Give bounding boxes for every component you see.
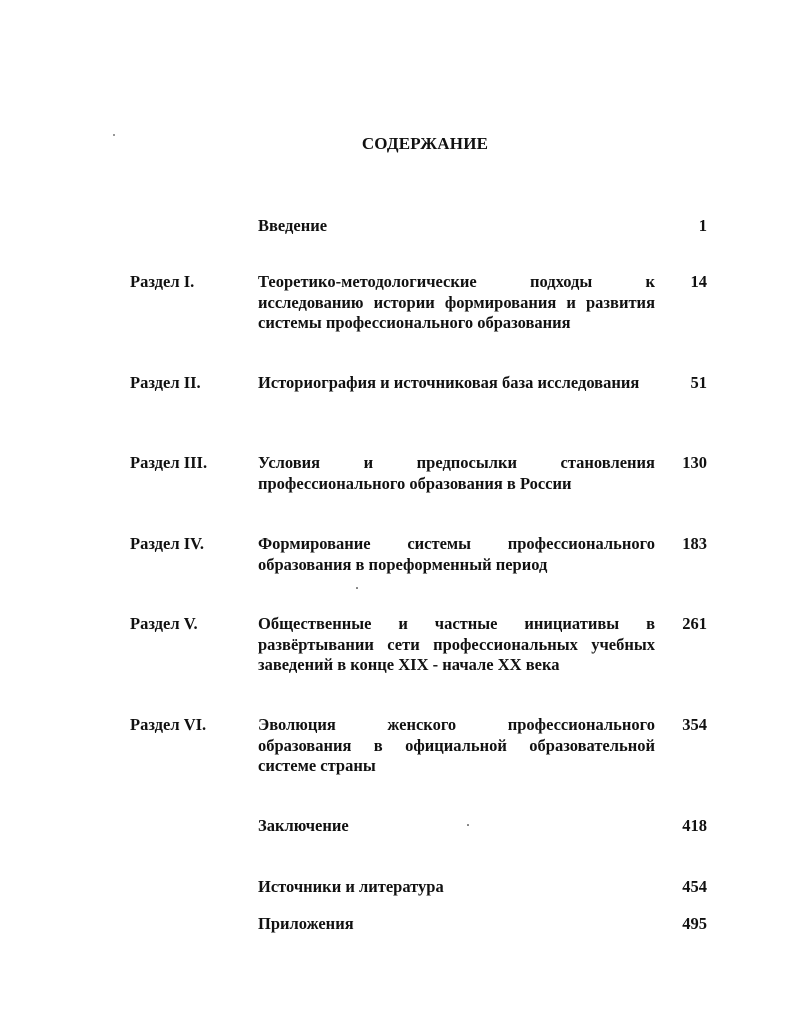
toc-entry-page: 14	[690, 272, 707, 291]
toc-entry-title: Источники и литература	[258, 877, 444, 896]
toc-entry-title: Историография и источниковая база исследования	[258, 373, 640, 392]
toc-entry-title: Общественные и частные инициативы в развёртывании сети профессиональных учебных заведений в конце XIX - начале XX века	[258, 614, 655, 674]
toc-entry-title: Заключение	[258, 816, 349, 835]
toc-entry-title: Формирование системы профессионального образования в пореформенный период	[258, 534, 655, 574]
page-title: СОДЕРЖАНИЕ	[361, 134, 489, 153]
toc-entry-title: Введение	[258, 216, 328, 235]
toc-entry-title: Условия и предпосылки становления профессионального образования в России	[258, 453, 655, 493]
toc-entry-page: 183	[682, 534, 707, 553]
toc-entry-label: Раздел IV.	[130, 534, 205, 553]
toc-entry-title: Теоретико-методологические подходы к исследованию истории формирования и развития системы профессионального образования	[258, 272, 655, 332]
toc-entry-page: 1	[698, 216, 707, 235]
toc-entry-page: 354	[682, 715, 707, 734]
toc-entry-page: 495	[682, 914, 707, 933]
toc-entry-page: 130	[682, 453, 707, 472]
toc-entry-label: Раздел II.	[130, 373, 201, 392]
toc-entry-page: 454	[682, 877, 707, 896]
scan-speck	[356, 587, 358, 589]
toc-entry-title: Приложения	[258, 914, 354, 933]
toc-entry-label: Раздел III.	[130, 453, 208, 472]
toc-entry-page: 51	[690, 373, 707, 392]
toc-entry-title: Эволюция женского профессионального образования в официальной образовательной системе страны	[258, 715, 655, 775]
toc-entry-label: Раздел VI.	[130, 715, 207, 734]
toc-entry-label: Раздел V.	[130, 614, 198, 633]
toc-entry-label: Раздел I.	[130, 272, 195, 291]
toc-entry-page: 418	[682, 816, 707, 835]
toc-entry-page: 261	[682, 614, 707, 633]
